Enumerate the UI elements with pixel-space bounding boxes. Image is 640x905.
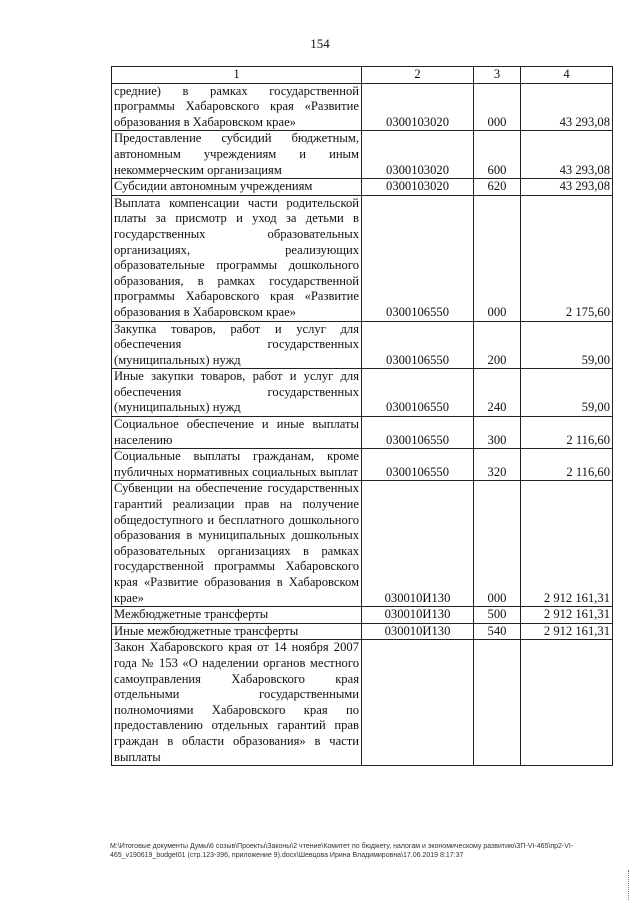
column-header: 1	[112, 67, 362, 84]
row-type	[474, 640, 521, 766]
table-row	[112, 640, 613, 766]
row-code	[362, 640, 474, 766]
row-name: Предоставление субсидий бюджетным, автономным учреждениям и иным некоммерческим организациям	[112, 131, 362, 179]
row-code: 0300106550	[362, 369, 474, 417]
table-row	[112, 607, 613, 624]
budget-table	[111, 66, 613, 766]
footer-path-line: 465_v190619_budget01 (стр.123-396, приложение 9).docx\Шевцова Ирина Владимировна\17.06.2019 8:17:37	[110, 852, 464, 859]
row-type: 320	[474, 449, 521, 481]
row-sum: 2 175,60	[521, 195, 613, 321]
table-row	[112, 195, 613, 321]
row-code: 030010И130	[362, 481, 474, 607]
table-row	[112, 623, 613, 640]
row-name: Межбюджетные трансферты	[112, 607, 362, 624]
row-sum: 43 293,08	[521, 131, 613, 179]
row-code: 0300106550	[362, 321, 474, 369]
row-sum: 2 912 161,31	[521, 481, 613, 607]
row-name: средние) в рамках государственной программы Хабаровского края «Развитие образования в Хабаровском крае»	[112, 83, 362, 131]
row-type: 540	[474, 623, 521, 640]
row-name: Закупка товаров, работ и услуг для обеспечения государственных (муниципальных) нужд	[112, 321, 362, 369]
table-header-row	[112, 67, 613, 84]
table-row	[112, 179, 613, 196]
row-type: 500	[474, 607, 521, 624]
row-type: 000	[474, 83, 521, 131]
row-code: 030010И130	[362, 607, 474, 624]
row-type: 300	[474, 417, 521, 449]
row-code: 0300106550	[362, 417, 474, 449]
row-sum: 2 912 161,31	[521, 607, 613, 624]
row-name: Выплата компенсации части родительской платы за присмотр и уход за детьми в государственных образовательных организациях, реализующих образовательные программы дошкольного образования, в рамках государственной программы Хабаровского края «Развитие образования в Хабаровском крае»	[112, 195, 362, 321]
document-footer	[110, 842, 610, 860]
row-name: Иные межбюджетные трансферты	[112, 623, 362, 640]
row-sum: 59,00	[521, 369, 613, 417]
column-header: 4	[521, 67, 613, 84]
row-name: Субвенции на обеспечение государственных гарантий реализации прав на получение общедоступного и бесплатного дошкольного образования в муниципальных дошкольных образовательных организациях в рамках государственной программы Хабаровского края «Развитие образования в Хабаровском крае»	[112, 481, 362, 607]
row-name: Субсидии автономным учреждениям	[112, 179, 362, 196]
row-name: Иные закупки товаров, работ и услуг для обеспечения государственных (муниципальных) нужд	[112, 369, 362, 417]
row-sum: 2 912 161,31	[521, 623, 613, 640]
table-row	[112, 417, 613, 449]
row-code: 030010И130	[362, 623, 474, 640]
row-sum: 2 116,60	[521, 417, 613, 449]
row-sum	[521, 640, 613, 766]
row-code: 0300103020	[362, 179, 474, 196]
column-header: 3	[474, 67, 521, 84]
table-row	[112, 131, 613, 179]
row-code: 0300103020	[362, 131, 474, 179]
row-name: Социальные выплаты гражданам, кроме публичных нормативных социальных выплат	[112, 449, 362, 481]
row-name: Закон Хабаровского края от 14 ноября 2007 года № 153 «О наделении органов местного самоуправления Хабаровского края отдельными государственными полномочиями Хабаровского края по предоставлению отдельных гарантий прав граждан в области образования» в части выплаты	[112, 640, 362, 766]
row-type: 200	[474, 321, 521, 369]
table-row	[112, 83, 613, 131]
table-row	[112, 449, 613, 481]
table-row	[112, 321, 613, 369]
scan-edge-mark	[628, 870, 632, 900]
column-header: 2	[362, 67, 474, 84]
page-number: 154	[310, 36, 330, 51]
row-code: 0300106550	[362, 449, 474, 481]
row-sum: 43 293,08	[521, 179, 613, 196]
row-sum: 2 116,60	[521, 449, 613, 481]
row-sum: 59,00	[521, 321, 613, 369]
row-type: 240	[474, 369, 521, 417]
row-sum: 43 293,08	[521, 83, 613, 131]
table-row	[112, 369, 613, 417]
table-row	[112, 481, 613, 607]
row-code: 0300103020	[362, 83, 474, 131]
row-name: Социальное обеспечение и иные выплаты населению	[112, 417, 362, 449]
row-type: 000	[474, 195, 521, 321]
row-type: 000	[474, 481, 521, 607]
row-code: 0300106550	[362, 195, 474, 321]
footer-path-line: M:\Итоговые документы Думы\6 созыв\Проекты\Законы\2 чтение\Комитет по бюджету, налогам и экономическому развитию\ЗП-VI-465\пр2-VI-	[110, 843, 574, 850]
row-type: 620	[474, 179, 521, 196]
row-type: 600	[474, 131, 521, 179]
